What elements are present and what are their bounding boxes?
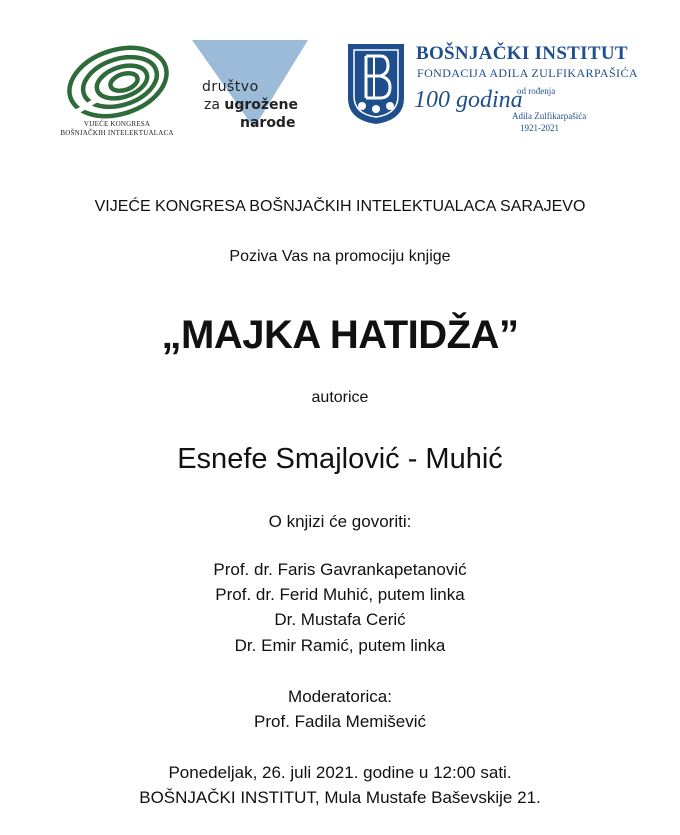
kongres-logo-text xyxy=(58,120,176,138)
drustvo-line2a: za xyxy=(204,97,225,113)
drustvo-line1: društvo xyxy=(202,79,259,95)
kongres-logo-line2: BOŠNJAČKIH INTELEKTUALACA xyxy=(60,129,174,137)
kongres-spiral-icon xyxy=(63,44,173,122)
moderator-name: Prof. Fadila Memišević xyxy=(254,712,426,731)
drustvo-logo xyxy=(190,40,310,140)
invite-line: Poziva Vas na promociju knjige xyxy=(229,248,451,265)
institut-dates: 1921-2021 xyxy=(520,123,559,133)
event-date: Ponedeljak, 26. juli 2021. godine u 12:00 sati. xyxy=(168,763,512,782)
author-name: Esnefe Smajlović - Muhić xyxy=(177,443,503,475)
institut-person: Adila Zulfikarpašića xyxy=(512,111,587,121)
event-venue: BOŠNJAČKI INSTITUT, Mula Mustafe Baševskije 21. xyxy=(139,788,541,807)
drustvo-line3: narode xyxy=(240,115,296,131)
organizer-line: VIJEĆE KONGRESA BOŠNJAČKIH INTELEKTUALACA SARAJEVO xyxy=(94,198,586,215)
institut-years: 100 godina xyxy=(414,87,523,113)
institut-logo xyxy=(344,40,644,150)
institut-emblem-icon xyxy=(344,40,408,126)
institut-od-rodenja: od rođenja xyxy=(517,86,556,96)
kongres-logo-line1: VIJEĆE KONGRESA xyxy=(83,120,151,128)
book-title: „MAJKA HATIDŽA” xyxy=(161,313,519,357)
speaker-item: Dr. Mustafa Cerić xyxy=(274,610,406,629)
institut-subtitle: FONDACIJA ADILA ZULFIKARPAŠIĆA xyxy=(417,66,638,80)
speaker-item: Dr. Emir Ramić, putem linka xyxy=(234,636,446,655)
logo-header xyxy=(0,0,680,150)
drustvo-line2 xyxy=(204,97,298,113)
moderator-label: Moderatorica: xyxy=(288,687,392,706)
author-label: autorice xyxy=(311,389,369,406)
drustvo-line2b: ugrožene xyxy=(224,97,299,113)
kongres-logo xyxy=(58,44,178,144)
institut-name: BOŠNJAČKI INSTITUT xyxy=(416,43,628,64)
speaker-item: Prof. dr. Faris Gavrankapetanović xyxy=(213,560,467,579)
speakers-label: O knjizi će govoriti: xyxy=(268,512,412,531)
speaker-item: Prof. dr. Ferid Muhić, putem linka xyxy=(215,585,465,604)
